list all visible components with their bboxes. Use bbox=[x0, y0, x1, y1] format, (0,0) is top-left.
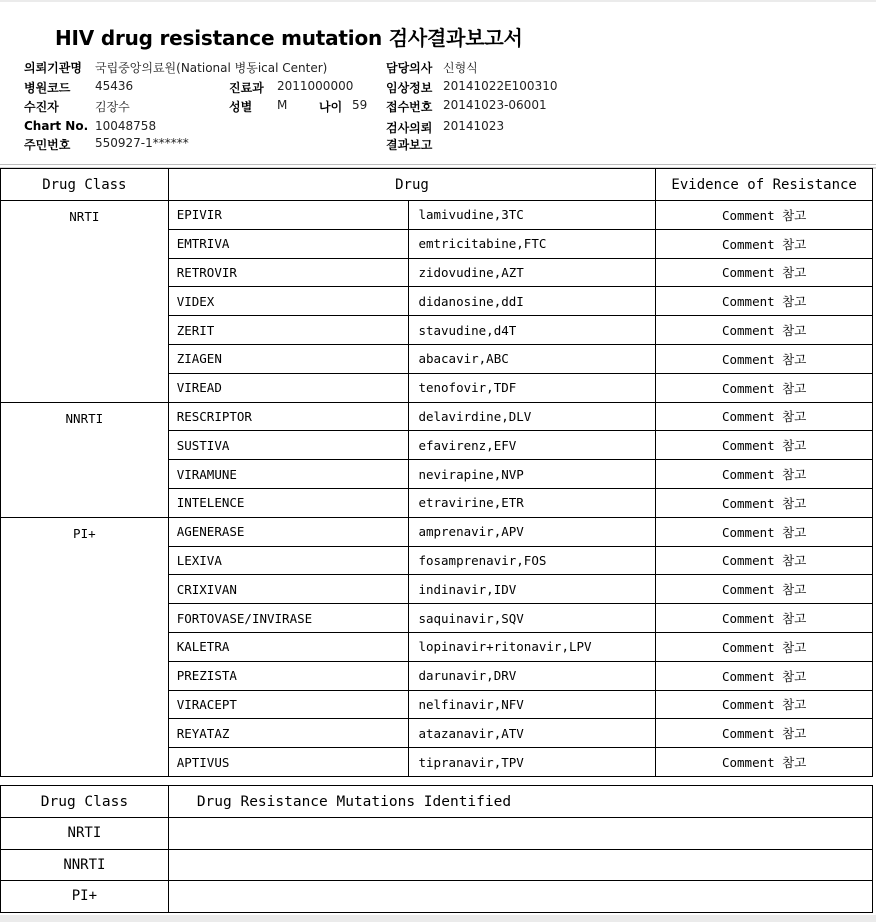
drug-class-cell: NRTI bbox=[1, 201, 169, 403]
evidence-cell: Comment 참고 bbox=[656, 287, 873, 316]
drug-brand-cell: CRIXIVAN bbox=[168, 575, 409, 604]
drug-generic-cell: abacavir,ABC bbox=[409, 344, 656, 373]
drug-generic-cell: indinavir,IDV bbox=[409, 575, 656, 604]
receipt-value: 20141023-06001 bbox=[443, 98, 547, 112]
drug-class-header: Drug Class bbox=[1, 169, 169, 201]
clinical-info-label: 임상정보 bbox=[386, 81, 433, 95]
evidence-cell: Comment 참고 bbox=[656, 229, 873, 258]
drug-brand-cell: PREZISTA bbox=[168, 661, 409, 690]
receipt-label: 접수번호 bbox=[386, 100, 433, 114]
drug-generic-cell: emtricitabine,FTC bbox=[409, 229, 656, 258]
evidence-cell: Comment 참고 bbox=[656, 373, 873, 402]
evidence-cell: Comment 참고 bbox=[656, 316, 873, 345]
drug-brand-cell: FORTOVASE/INVIRASE bbox=[168, 604, 409, 633]
hospital-code-value: 45436 bbox=[95, 79, 134, 93]
drug-brand-cell: ZERIT bbox=[168, 316, 409, 345]
drug-generic-cell: delavirdine,DLV bbox=[409, 402, 656, 431]
evidence-cell: Comment 참고 bbox=[656, 431, 873, 460]
chart-no-value: 10048758 bbox=[95, 119, 157, 133]
evidence-cell: Comment 참고 bbox=[656, 748, 873, 777]
drug-generic-cell: nelfinavir,NFV bbox=[409, 690, 656, 719]
drug-brand-cell: RESCRIPTOR bbox=[168, 402, 409, 431]
evidence-cell: Comment 참고 bbox=[656, 632, 873, 661]
drug-table-body bbox=[1, 201, 873, 777]
department-value: 2011000000 bbox=[277, 79, 354, 93]
drug-brand-cell: VIREAD bbox=[168, 373, 409, 402]
evidence-cell: Comment 참고 bbox=[656, 402, 873, 431]
evidence-cell: Comment 참고 bbox=[656, 488, 873, 517]
mutation-class-cell: NRTI bbox=[1, 818, 169, 850]
drug-generic-cell: zidovudine,AZT bbox=[409, 258, 656, 287]
mutation-table bbox=[0, 785, 873, 913]
evidence-cell: Comment 참고 bbox=[656, 575, 873, 604]
patient-value: 김장수 bbox=[95, 100, 130, 114]
doctor-value: 신형식 bbox=[443, 61, 478, 75]
drug-generic-cell: darunavir,DRV bbox=[409, 661, 656, 690]
evidence-cell: Comment 참고 bbox=[656, 344, 873, 373]
drug-class-cell: NNRTI bbox=[1, 402, 169, 517]
drug-generic-cell: tenofovir,TDF bbox=[409, 373, 656, 402]
sex-value: M bbox=[277, 98, 288, 112]
drug-brand-cell: APTIVUS bbox=[168, 748, 409, 777]
drug-brand-cell: ZIAGEN bbox=[168, 344, 409, 373]
drug-generic-cell: fosamprenavir,FOS bbox=[409, 546, 656, 575]
drug-generic-cell: amprenavir,APV bbox=[409, 517, 656, 546]
drug-generic-cell: efavirenz,EFV bbox=[409, 431, 656, 460]
drug-generic-cell: tipranavir,TPV bbox=[409, 748, 656, 777]
mutations-cell bbox=[168, 849, 872, 881]
drug-brand-cell: VIDEX bbox=[168, 287, 409, 316]
clinical-info-value: 20141022E100310 bbox=[443, 79, 558, 93]
drug-brand-cell: REYATAZ bbox=[168, 719, 409, 748]
drug-brand-cell: EMTRIVA bbox=[168, 229, 409, 258]
resident-id-value: 550927-1****** bbox=[95, 136, 189, 150]
mutation-row bbox=[1, 881, 873, 913]
mutation-class-cell: NNRTI bbox=[1, 849, 169, 881]
mutation-table-header-row bbox=[1, 786, 873, 818]
mutations-header: Drug Resistance Mutations Identified bbox=[168, 786, 872, 818]
mutation-row bbox=[1, 818, 873, 850]
patient-label: 수진자 bbox=[24, 100, 59, 114]
drug-brand-cell: VIRACEPT bbox=[168, 690, 409, 719]
header-divider bbox=[0, 164, 876, 165]
evidence-header: Evidence of Resistance bbox=[656, 169, 873, 201]
evidence-cell: Comment 참고 bbox=[656, 460, 873, 489]
evidence-cell: Comment 참고 bbox=[656, 546, 873, 575]
drug-generic-cell: etravirine,ETR bbox=[409, 488, 656, 517]
department-label: 진료과 bbox=[229, 81, 264, 95]
drug-resistance-table bbox=[0, 168, 873, 777]
institution-value: 국립중앙의료원(National 병동ical Center) bbox=[95, 61, 328, 75]
report-page bbox=[0, 2, 876, 915]
drug-header: Drug bbox=[168, 169, 656, 201]
drug-brand-cell: RETROVIR bbox=[168, 258, 409, 287]
drug-brand-cell: SUSTIVA bbox=[168, 431, 409, 460]
mutations-cell bbox=[168, 818, 872, 850]
evidence-cell: Comment 참고 bbox=[656, 719, 873, 748]
mutations-cell bbox=[168, 881, 872, 913]
sex-label: 성별 bbox=[229, 100, 253, 114]
drug-brand-cell: KALETRA bbox=[168, 632, 409, 661]
hospital-code-label: 병원코드 bbox=[24, 81, 71, 95]
drug-generic-cell: nevirapine,NVP bbox=[409, 460, 656, 489]
mutation-table-body bbox=[1, 818, 873, 913]
evidence-cell: Comment 참고 bbox=[656, 258, 873, 287]
drug-brand-cell: VIRAMUNE bbox=[168, 460, 409, 489]
evidence-cell: Comment 참고 bbox=[656, 517, 873, 546]
mutation-class-cell: PI+ bbox=[1, 881, 169, 913]
drug-row bbox=[1, 517, 873, 546]
institution-label: 의뢰기관명 bbox=[24, 61, 82, 75]
drug-table-header-row bbox=[1, 169, 873, 201]
drug-brand-cell: EPIVIR bbox=[168, 201, 409, 230]
evidence-cell: Comment 참고 bbox=[656, 201, 873, 230]
resident-id-label: 주민번호 bbox=[24, 138, 71, 152]
drug-generic-cell: didanosine,ddI bbox=[409, 287, 656, 316]
report-title: HIV drug resistance mutation 검사결과보고서 bbox=[55, 26, 523, 50]
result-report-label: 결과보고 bbox=[386, 138, 433, 152]
drug-class-cell: PI+ bbox=[1, 517, 169, 776]
request-label: 검사의뢰 bbox=[386, 121, 433, 135]
drug-brand-cell: LEXIVA bbox=[168, 546, 409, 575]
drug-generic-cell: saquinavir,SQV bbox=[409, 604, 656, 633]
age-label: 나이 bbox=[319, 100, 343, 114]
drug-generic-cell: atazanavir,ATV bbox=[409, 719, 656, 748]
drug-row bbox=[1, 402, 873, 431]
drug-generic-cell: stavudine,d4T bbox=[409, 316, 656, 345]
doctor-label: 담당의사 bbox=[386, 61, 433, 75]
drug-brand-cell: AGENERASE bbox=[168, 517, 409, 546]
drug-row bbox=[1, 201, 873, 230]
age-value: 59 bbox=[352, 98, 368, 112]
drug-generic-cell: lopinavir+ritonavir,LPV bbox=[409, 632, 656, 661]
evidence-cell: Comment 참고 bbox=[656, 604, 873, 633]
chart-no-label: Chart No. bbox=[24, 119, 89, 133]
drug-generic-cell: lamivudine,3TC bbox=[409, 201, 656, 230]
mutation-class-header: Drug Class bbox=[1, 786, 169, 818]
drug-brand-cell: INTELENCE bbox=[168, 488, 409, 517]
evidence-cell: Comment 참고 bbox=[656, 661, 873, 690]
request-value: 20141023 bbox=[443, 119, 505, 133]
evidence-cell: Comment 참고 bbox=[656, 690, 873, 719]
mutation-row bbox=[1, 849, 873, 881]
